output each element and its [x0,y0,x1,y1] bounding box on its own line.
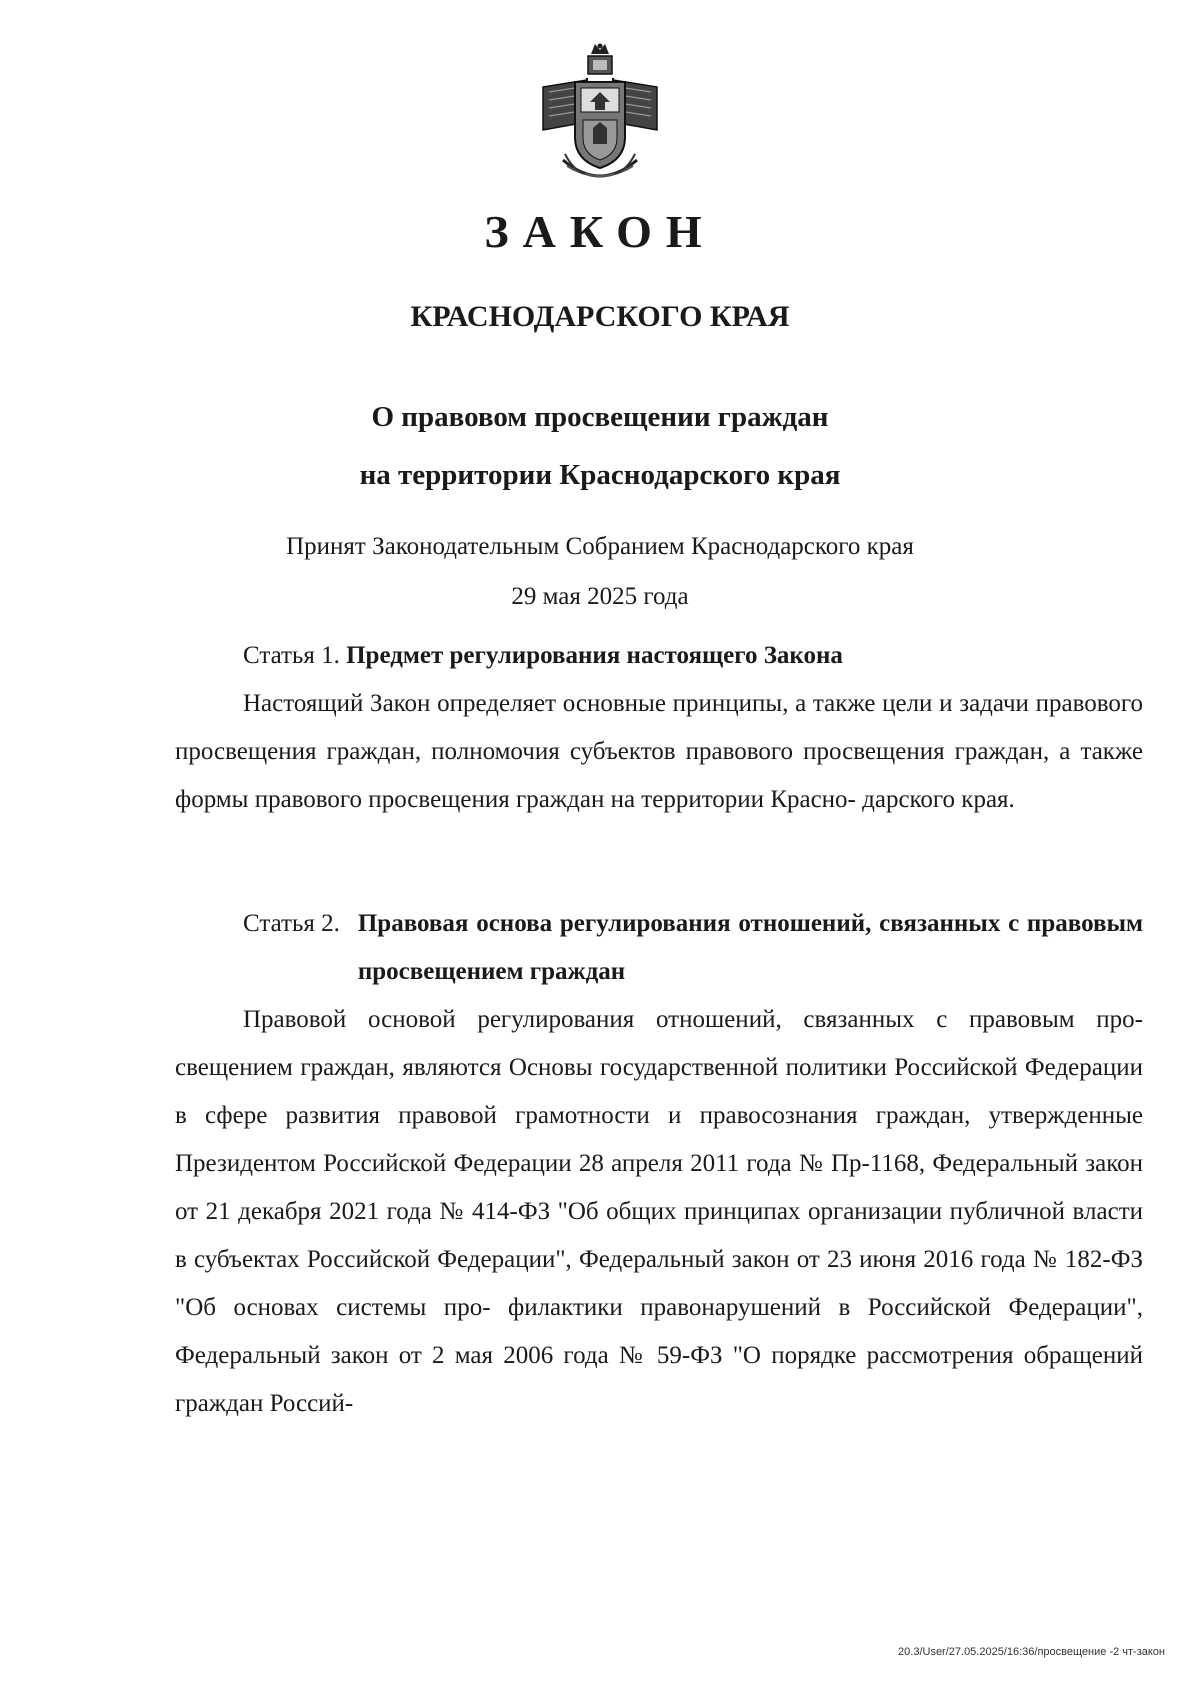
adoption-date: 29 мая 2025 года [511,583,689,610]
document-subtitle: КРАСНОДАРСКОГО КРАЯ [410,300,790,333]
adoption-body: Принят Законодательным Собранием Краснодарского края [286,533,914,560]
law-name-line-2: на территории Краснодарского края [359,459,841,491]
law-name-line-1: О правовом просвещении граждан [371,401,829,433]
coat-of-arms-icon [535,42,665,192]
article-1-title: Предмет регулирования настоящего Закона [346,642,843,669]
article-1 [175,632,1143,824]
article-2-text: Правовой основой регулирования отношений, связанных с правовым про- свещением граждан, являются Основы государственной политики Российской Федерации в сфере развития правовой грамотности и правосознания граждан, утвержденные Президентом Российской Федерации 28 апреля 2011 года № Пр-1168, Федеральный закон от 21 декабря 2021 года № 414-ФЗ "Об общих принципах организации публичной власти в субъектах Российской Федерации", Федеральный закон от 23 июня 2016 года № 182-ФЗ "Об основах системы про- филактики правонарушений в Российской Федерации", Федеральный закон от 2 мая 2006 года № 59-ФЗ "О порядке рассмотрения обращений граждан Россий- [175,1006,1143,1417]
article-1-heading [175,632,1143,680]
document-title: ЗАКОН [484,206,716,257]
article-1-label: Статья 1. [243,642,340,669]
law-name [0,388,1200,504]
adoption-note [0,522,1200,622]
article-1-text: Настоящий Закон определяет основные принципы, а также цели и задачи правового просвещения граждан, полномочия субъектов правового просвещения граждан, а также формы правового просвещения граждан на территории Красно- дарского края. [175,690,1143,813]
article-2-title: Правовая основа регулирования отношений, связанных с правовым просвещением граждан [357,910,1143,985]
document-footer-stamp: 20.3/User/27.05.2025/16:36/просвещение -2 чт-закон [898,1646,1165,1658]
article-2-heading [175,900,1143,996]
article-2-label: Статья 2. [243,910,340,937]
article-2 [175,900,1143,1428]
